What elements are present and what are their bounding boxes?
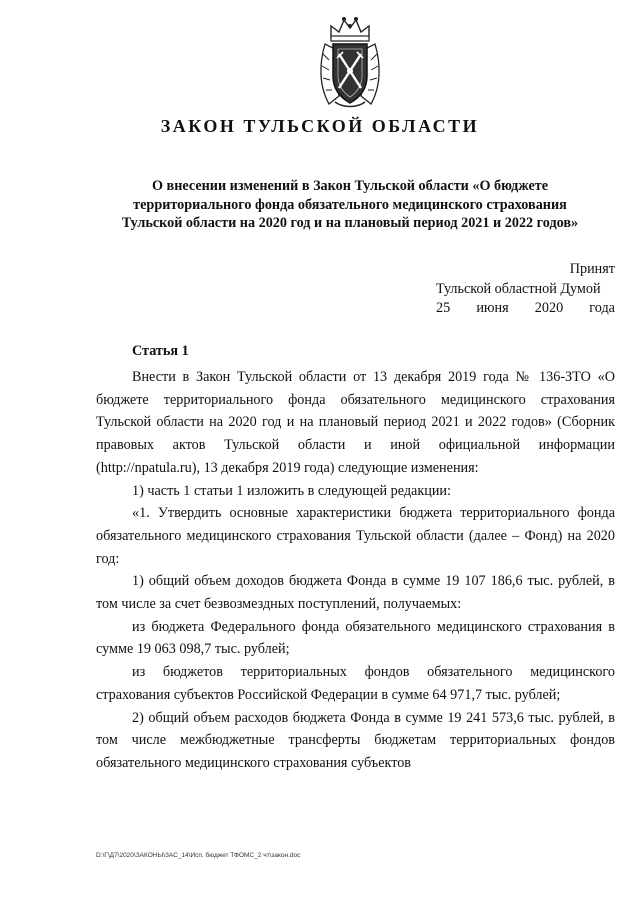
paragraph: Внести в Закон Тульской области от 13 декабря 2019 года № 136-ЗТО «О бюджете территориального фонда обязательного медицинского страхования Тульской области на 2020 год и на плановый период 2021 и 2022 годов» (Сборник правовых актов Тульской области и иной официальной информации (http://npatula.ru), 13 декабря 2019 года) следующие изменения: <box>96 369 615 476</box>
adopted-year: 2020 <box>534 300 564 316</box>
adopted-date <box>436 299 615 318</box>
adopted-year-word: года <box>589 300 615 316</box>
adopted-day: 25 <box>436 300 451 316</box>
law-title: ЗАКОН ТУЛЬСКОЙ ОБЛАСТИ <box>160 116 480 136</box>
file-path-footer: D:\Г\Д7\2020\ЗАКОНЫ\ЗАС_14\Исп. бюджет ТФОМС_2 чт\закон.doc <box>96 852 301 859</box>
paragraph: из бюджетов территориальных фондов обязательного медицинского страхования субъектов Российской Федерации в сумме 64 971,7 тыс. рублей; <box>96 664 615 703</box>
adopted-by: Тульской областной Думой <box>436 281 601 297</box>
paragraph: 1) общий объем доходов бюджета Фонда в сумме 19 107 186,6 тыс. рублей, в том числе за счет безвозмездных поступлений, получаемых: <box>96 573 615 613</box>
article-title: Статья 1 <box>132 343 189 359</box>
adopted-month: июня <box>476 300 509 316</box>
tula-coat-of-arms-icon <box>317 14 383 110</box>
law-subtitle: О внесении изменений в Закон Тульской области «О бюджете территориального фонда обязательного медицинского страхования Тульской области на 2020 год и на плановый период 2021 и 2022 годов» <box>121 178 579 231</box>
article-body <box>96 366 615 775</box>
paragraph: «1. Утвердить основные характеристики бюджета территориального фонда обязательного медицинского страхования Тульской области (далее – Фонд) на 2020 год: <box>96 505 615 567</box>
paragraph: 2) общий объем расходов бюджета Фонда в сумме 19 241 573,6 тыс. рублей, в том числе межбюджетные трансферты бюджетам территориальных фондов обязательного медицинского страхования субъектов <box>96 709 615 771</box>
adopted-label: Принят <box>569 261 615 277</box>
paragraph: 1) часть 1 статьи 1 изложить в следующей редакции: <box>132 482 451 499</box>
paragraph: из бюджета Федерального фонда обязательного медицинского страхования в сумме 19 063 098,7 тыс. рублей; <box>96 618 615 658</box>
